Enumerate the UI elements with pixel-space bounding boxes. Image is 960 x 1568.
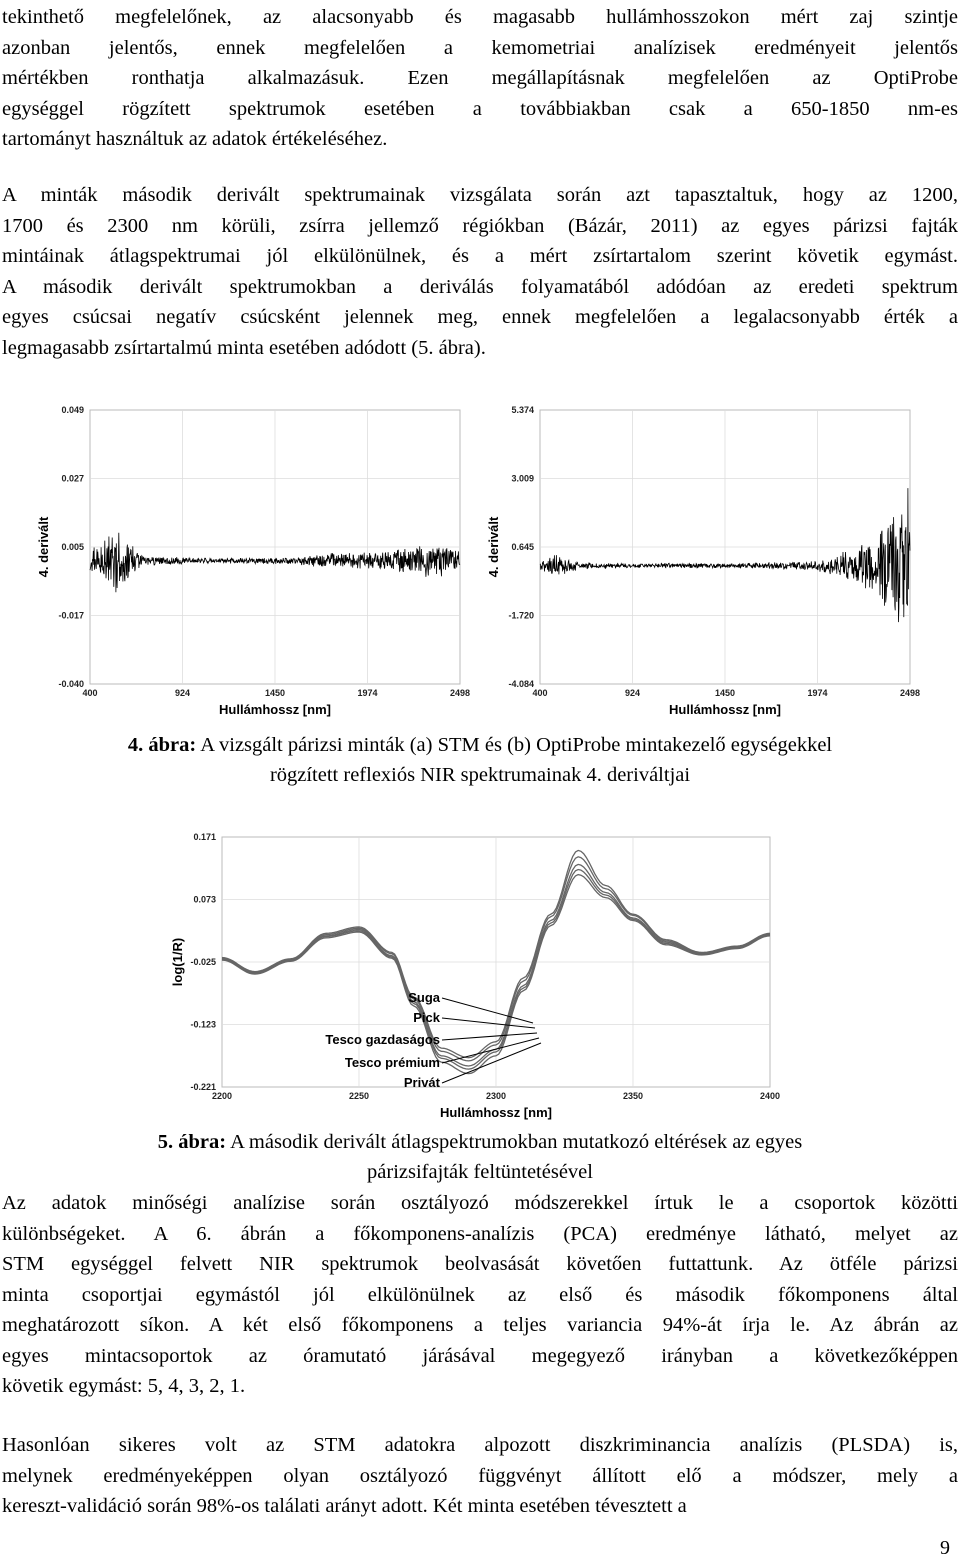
text-line: melynek eredményeképpen olyan osztályozó függvényt állított elő a módszer, mely a <box>2 1464 958 1487</box>
figure-4b-chart <box>480 398 920 738</box>
y-tick-label: -0.040 <box>58 679 84 689</box>
text-line: A minták második derivált spektrumainak vizsgálata során azt tapasztaltuk, hogy az 1200, <box>2 184 958 206</box>
text-line: tartományt használtuk az adatok értékeléséhez. <box>2 128 388 150</box>
series-label: Tesco gazdaságos <box>325 1032 440 1047</box>
figure-4-caption-label: 4. ábra: <box>127 734 197 756</box>
y-tick-label: 0.073 <box>193 894 216 905</box>
y-tick-label: -0.017 <box>58 610 84 621</box>
text-line: tekinthető megfelelőnek, az alacsonyabb és magasabb hullámhosszokon mért zaj szintje <box>2 6 958 28</box>
y-tick-label: -0.221 <box>190 1082 216 1092</box>
text-line: mintáinak átlagspektrumai jól elkülönülnek, és a mért zsírtartalom szerint követik egymást. <box>2 245 958 267</box>
y-tick-label: 3.009 <box>511 473 534 484</box>
y-tick-label: 0.005 <box>61 542 84 552</box>
paragraph-1 <box>2 2 958 155</box>
x-tick-label: 1974 <box>357 688 378 698</box>
paragraph-3 <box>2 1188 958 1402</box>
y-tick-label: 0.171 <box>193 832 216 842</box>
text-line: egységgel rögzített spektrumok esetében a továbbiakban csak a 650-1850 nm-es <box>2 97 958 120</box>
text-line: meghatározott síkon. A két első főkomponens a teljes variancia 94%-át írja le. Az ábrán az <box>2 1314 958 1336</box>
page-number: 9 <box>940 1537 950 1559</box>
y-tick-label: 0.027 <box>61 473 84 484</box>
text-line: egyes mintacsoportok az óramutató járásával megegyező irányban a következőképpen <box>2 1344 958 1367</box>
text-line: különbségeket. A 6. ábrán a főkomponens-analízis (PCA) eredménye látható, melyet az <box>2 1222 958 1245</box>
y-axis-label: 4. derivált <box>486 516 501 578</box>
x-tick-label: 2300 <box>485 1091 507 1101</box>
text-line: 1700 és 2300 nm körüli, zsírra jellemző régiókban (Bázár, 2011) az egyes párizsi fajták <box>2 214 958 237</box>
figure-5-caption-line-2: párizsifajták feltüntetésével <box>367 1161 593 1183</box>
x-tick-label: 2498 <box>449 688 471 698</box>
x-tick-label: 400 <box>532 688 548 698</box>
figure-4-caption-line-1: 4. ábra: A vizsgált párizsi minták (a) STM és (b) OptiProbe mintakezelő egységekkel <box>127 734 833 756</box>
x-tick-label: 400 <box>82 688 98 698</box>
y-tick-label: 0.645 <box>511 542 534 552</box>
figure-5-caption-label: 5. ábra: <box>157 1131 227 1153</box>
x-tick-label: 1974 <box>807 688 828 698</box>
paragraph-4 <box>2 1430 958 1522</box>
series-label: Pick <box>413 1010 440 1025</box>
text-line: kereszt-validáció során 98%-os találati arányt adott. Két minta esetében tévesztett a <box>2 1495 687 1517</box>
text-line: Az adatok minőségi analízise során osztályozó módszerekkel írtuk le a csoportok közötti <box>2 1192 958 1214</box>
x-tick-label: 1450 <box>714 688 736 698</box>
y-tick-label: -4.084 <box>508 679 534 689</box>
y-tick-label: 0.049 <box>61 405 84 415</box>
figure-5-caption-line-1: 5. ábra: A második derivált átlagspektrumokban mutatkozó eltérések az egyes <box>157 1131 803 1153</box>
figure-5-caption <box>0 1127 960 1187</box>
y-axis-label: log(1/R) <box>170 937 185 987</box>
y-tick-label: -0.123 <box>190 1019 216 1030</box>
text-line: minta csoportjai egymástól jól elkülönülnek az első és második főkomponens által <box>2 1283 958 1306</box>
text-line: A második derivált spektrumokban a deriválás folyamatából adódóan az eredeti spektrum <box>2 275 958 298</box>
x-tick-label: 2498 <box>899 688 921 698</box>
x-tick-label: 2200 <box>211 1091 233 1101</box>
series-label: Suga <box>408 990 440 1005</box>
x-axis-label: Hullámhossz [nm] <box>440 1105 552 1120</box>
x-tick-label: 2350 <box>622 1091 644 1101</box>
text-line: legmagasabb zsírtartalmú minta esetében adódott (5. ábra). <box>2 336 486 359</box>
y-tick-label: -0.025 <box>190 957 216 967</box>
text-line: Hasonlóan sikeres volt az STM adatokra alpozott diszkriminancia analízis (PLSDA) is, <box>2 1434 958 1456</box>
paragraph-2 <box>2 180 958 363</box>
figure-4-caption <box>0 730 960 790</box>
text-line: egyes csúcsai negatív csúcsként jelennek meg, ennek megfelelően a legalacsonyabb érték a <box>2 306 958 328</box>
figure-4-caption-line-2: rögzített reflexiós NIR spektrumainak 4. deriváltjai <box>269 764 691 786</box>
y-axis-label: 4. derivált <box>36 516 51 578</box>
text-line: követik egymást: 5, 4, 3, 2, 1. <box>2 1375 246 1397</box>
x-axis-label: Hullámhossz [nm] <box>669 702 781 717</box>
y-tick-label: -1.720 <box>508 610 534 621</box>
x-tick-label: 2400 <box>759 1091 781 1101</box>
text-line: mértékben ronthatja alkalmazásuk. Ezen megállapításnak megfelelően az OptiProbe <box>2 67 958 89</box>
figure-4a-chart <box>36 398 471 738</box>
x-tick-label: 1450 <box>264 688 286 698</box>
text-line: azonban jelentős, ennek megfelelően a kemometriai analízisek eredményeit jelentős <box>2 36 958 59</box>
series-label: Privát <box>403 1075 440 1090</box>
x-tick-label: 924 <box>174 688 191 698</box>
text-line: STM egységgel felvett NIR spektrumok beolvasását követően futtattunk. Az ötféle párizsi <box>2 1253 958 1275</box>
x-tick-label: 2250 <box>348 1091 370 1101</box>
figure-5-chart <box>170 822 790 1122</box>
y-tick-label: 5.374 <box>511 405 534 415</box>
x-tick-label: 924 <box>624 688 641 698</box>
series-label: Tesco prémium <box>344 1055 440 1070</box>
x-axis-label: Hullámhossz [nm] <box>219 702 331 717</box>
